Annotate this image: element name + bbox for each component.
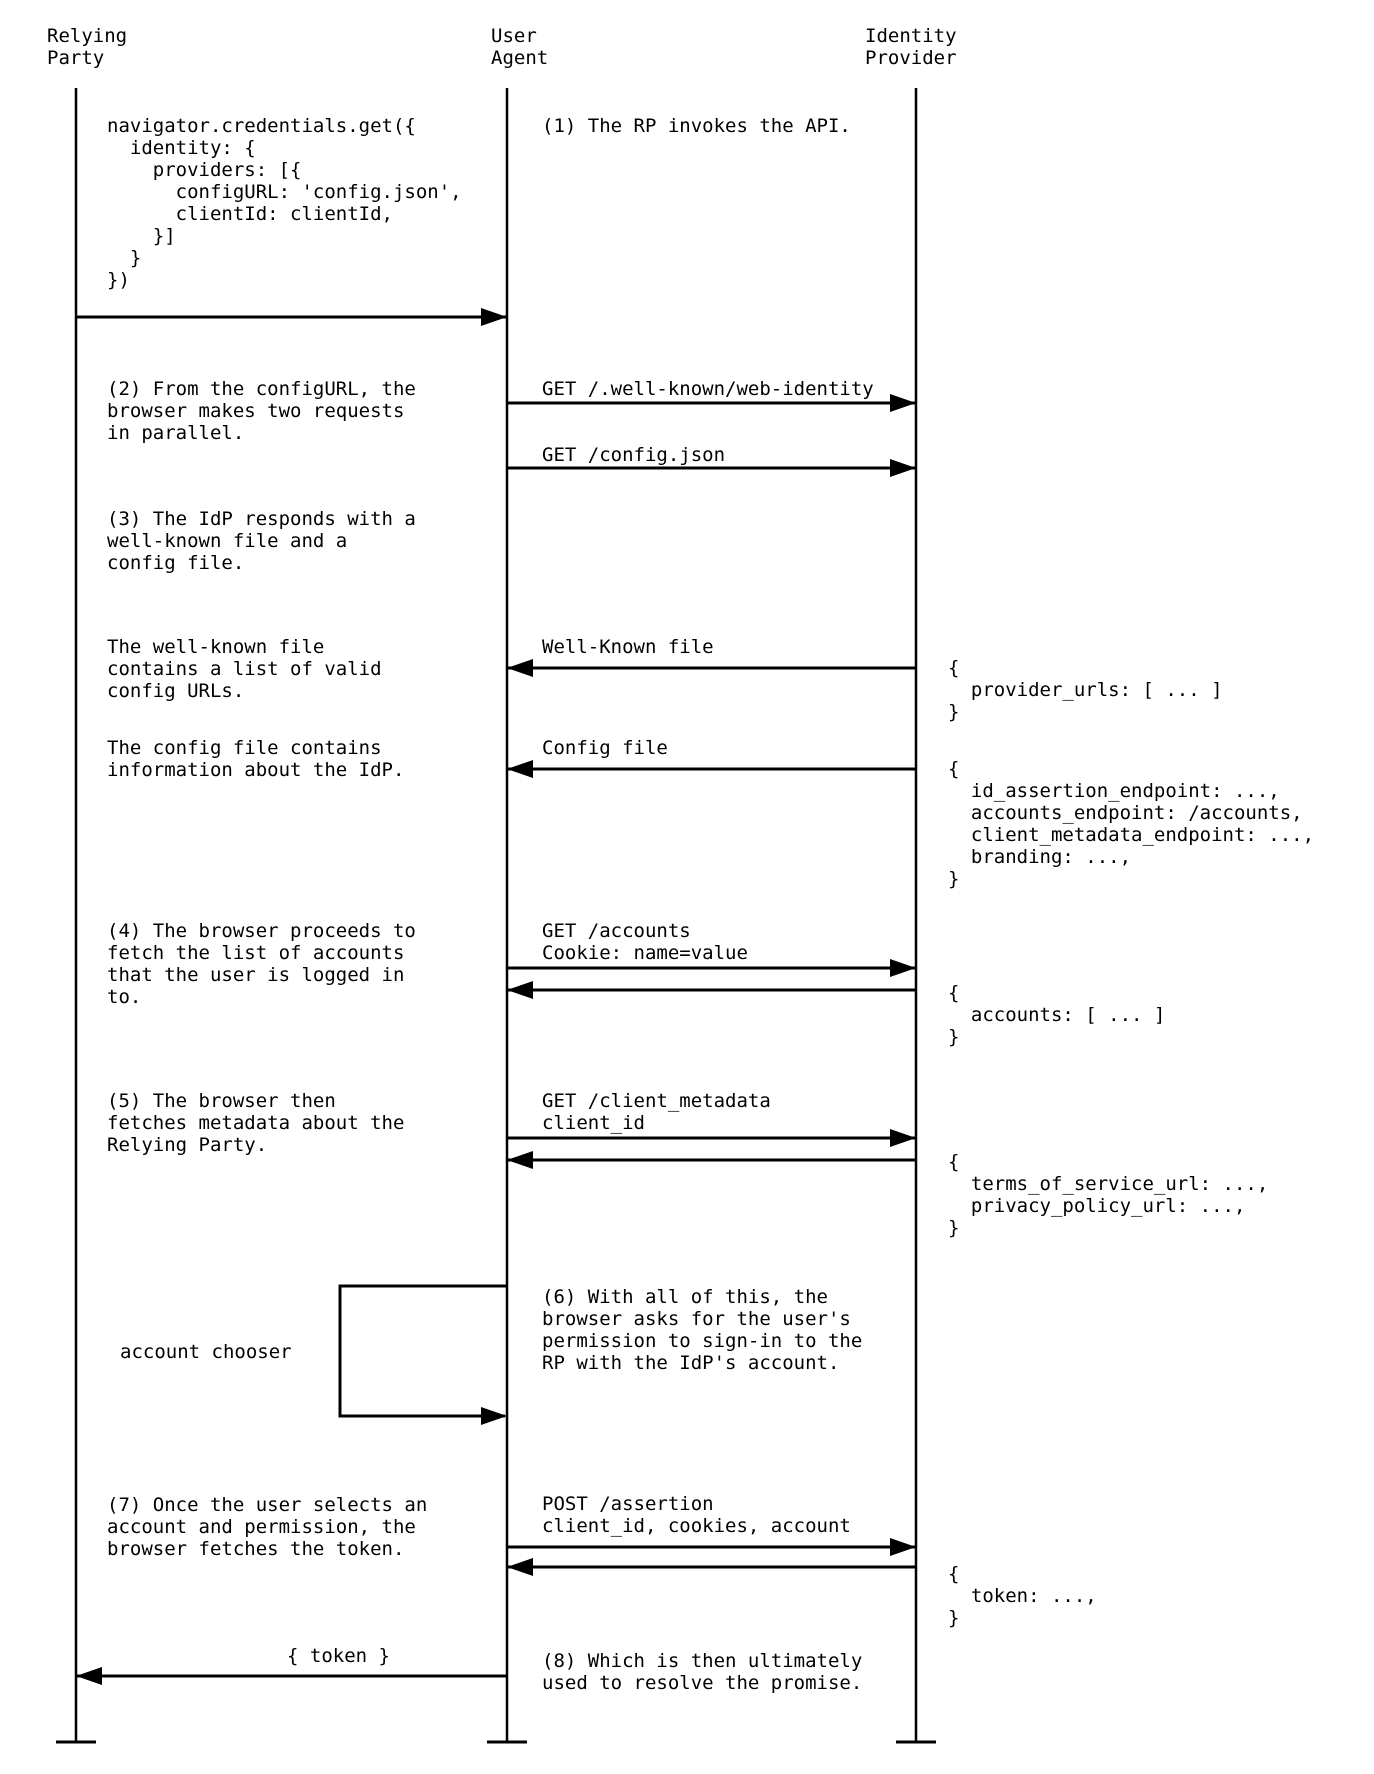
json-config-response-line-3: client_metadata_endpoint: ...,	[948, 824, 1315, 846]
rp-code-call-line-4: clientId: clientId,	[107, 203, 393, 225]
note-step-6-line-1: browser asks for the user's	[542, 1308, 851, 1330]
label-get-accounts-line-1: Cookie: name=value	[542, 942, 748, 964]
label-token	[287, 1645, 390, 1667]
json-token-response	[948, 1563, 1097, 1629]
arrow-get-client-metadata-arrowhead-icon	[890, 1129, 916, 1147]
actor-header-user-agent-line-1: Agent	[491, 47, 549, 69]
label-well-known-file	[542, 636, 714, 658]
loop-account-chooser-path	[340, 1286, 507, 1416]
note-step-3-line-0: (3) The IdP responds with a	[107, 508, 416, 530]
json-well-known-response	[948, 657, 1223, 723]
note-step-7	[107, 1494, 427, 1560]
arrow-post-assertion-arrowhead-icon	[890, 1538, 916, 1556]
arrow-get-well-known-arrowhead-icon	[890, 394, 916, 412]
json-config-response-line-1: id_assertion_endpoint: ...,	[948, 780, 1280, 802]
arrow-get-config-json-arrowhead-icon	[890, 459, 916, 477]
label-get-config-json-line-0: GET /config.json	[542, 444, 726, 466]
label-post-assertion-line-1: client_id, cookies, account	[542, 1515, 851, 1537]
arrow-config-response-arrowhead-icon	[507, 760, 533, 778]
actor-header-identity-provider	[865, 25, 957, 69]
actor-header-relying-party-line-0: Relying	[47, 25, 128, 47]
rp-code-call-line-2: providers: [{	[107, 159, 302, 181]
note-step-4-line-1: fetch the list of accounts	[107, 942, 405, 964]
label-get-client-metadata-line-1: client_id	[542, 1112, 645, 1134]
json-client-metadata-response-line-2: privacy_policy_url: ...,	[948, 1195, 1246, 1217]
note-step-4-line-0: (4) The browser proceeds to	[107, 920, 416, 942]
actor-header-relying-party-line-1: Party	[47, 47, 105, 69]
note-config-file-line-1: information about the IdP.	[107, 759, 405, 781]
arrow-well-known-response-arrowhead-icon	[507, 659, 533, 677]
json-well-known-response-line-0: {	[948, 657, 960, 679]
json-accounts-response-line-0: {	[948, 982, 960, 1004]
note-step-2-line-1: browser makes two requests	[107, 400, 405, 422]
label-post-assertion	[542, 1493, 851, 1537]
note-step-5-line-2: Relying Party.	[107, 1134, 268, 1156]
json-client-metadata-response-line-1: terms_of_service_url: ...,	[948, 1173, 1269, 1195]
note-step-7-line-1: account and permission, the	[107, 1516, 416, 1538]
json-accounts-response-line-1: accounts: [ ... ]	[948, 1004, 1166, 1026]
label-account-chooser	[120, 1341, 292, 1363]
note-step-4-line-3: to.	[107, 986, 142, 1008]
actor-header-identity-provider-line-1: Provider	[865, 47, 957, 69]
json-client-metadata-response	[948, 1151, 1268, 1239]
rp-code-call-line-7: })	[107, 269, 130, 291]
arrow-get-accounts-arrowhead-icon	[890, 959, 916, 977]
label-get-client-metadata-line-0: GET /client_metadata	[542, 1090, 771, 1112]
json-client-metadata-response-line-3: }	[948, 1217, 960, 1239]
note-step-8-line-1: used to resolve the promise.	[542, 1672, 863, 1694]
label-config-file	[542, 737, 668, 759]
json-token-response-line-1: token: ...,	[948, 1585, 1097, 1607]
note-well-known-file-line-0: The well-known file	[107, 636, 325, 658]
json-config-response-line-2: accounts_endpoint: /accounts,	[948, 802, 1303, 824]
note-step-6-line-0: (6) With all of this, the	[542, 1286, 828, 1308]
arrow-rp-invokes-api-arrowhead-icon	[481, 308, 507, 326]
actor-header-relying-party	[47, 25, 127, 69]
actor-header-user-agent	[491, 25, 548, 69]
note-step-8-line-0: (8) Which is then ultimately	[542, 1650, 863, 1672]
note-well-known-file-line-2: config URLs.	[107, 680, 245, 702]
arrow-accounts-response-arrowhead-icon	[507, 981, 533, 999]
label-get-accounts-line-0: GET /accounts	[542, 920, 691, 942]
note-step-7-line-2: browser fetches the token.	[107, 1538, 405, 1560]
json-client-metadata-response-line-0: {	[948, 1151, 960, 1173]
arrow-client-metadata-response-arrowhead-icon	[507, 1151, 533, 1169]
json-accounts-response	[948, 982, 1165, 1048]
actor-header-user-agent-line-0: User	[491, 25, 537, 47]
note-step-6-line-2: permission to sign-in to the	[542, 1330, 863, 1352]
note-well-known-file-line-1: contains a list of valid	[107, 658, 382, 680]
note-config-file	[107, 737, 404, 781]
note-step-2-line-0: (2) From the configURL, the	[107, 378, 416, 400]
label-config-file-line-0: Config file	[542, 737, 668, 759]
actor-header-identity-provider-line-0: Identity	[865, 25, 957, 47]
note-step-7-line-0: (7) Once the user selects an	[107, 1494, 428, 1516]
note-step-2-line-2: in parallel.	[107, 422, 245, 444]
label-get-well-known-line-0: GET /.well-known/web-identity	[542, 378, 874, 400]
json-token-response-line-2: }	[948, 1607, 960, 1629]
json-well-known-response-line-2: }	[948, 701, 960, 723]
rp-code-call-line-0: navigator.credentials.get({	[107, 115, 416, 137]
label-get-config-json	[542, 444, 725, 466]
rp-code-call-line-3: configURL: 'config.json',	[107, 181, 462, 203]
json-config-response-line-0: {	[948, 758, 960, 780]
note-step-1	[542, 115, 851, 137]
json-config-response-line-4: branding: ...,	[948, 846, 1132, 868]
json-accounts-response-line-2: }	[948, 1026, 960, 1048]
note-step-6-line-3: RP with the IdP's account.	[542, 1352, 840, 1374]
label-get-well-known	[542, 378, 874, 400]
note-step-5-line-0: (5) The browser then	[107, 1090, 336, 1112]
json-config-response	[948, 758, 1314, 890]
label-account-chooser-line-0: account chooser	[120, 1341, 292, 1363]
note-step-4-line-2: that the user is logged in	[107, 964, 405, 986]
rp-code-call-line-6: }	[107, 247, 142, 269]
label-token-line-0: { token }	[287, 1645, 390, 1667]
label-well-known-file-line-0: Well-Known file	[542, 636, 714, 658]
note-step-4	[107, 920, 416, 1008]
arrow-assertion-response-arrowhead-icon	[507, 1558, 533, 1576]
note-step-3-line-2: config file.	[107, 552, 245, 574]
note-step-5	[107, 1090, 404, 1156]
json-well-known-response-line-1: provider_urls: [ ... ]	[948, 679, 1223, 701]
label-get-client-metadata	[542, 1090, 771, 1134]
label-post-assertion-line-0: POST /assertion	[542, 1493, 714, 1515]
rp-code-call-line-1: identity: {	[107, 137, 256, 159]
note-well-known-file	[107, 636, 382, 702]
rp-code-call	[107, 115, 462, 291]
json-config-response-line-5: }	[948, 868, 960, 890]
arrow-token-to-rp-arrowhead-icon	[76, 1667, 102, 1685]
rp-code-call-line-5: }]	[107, 225, 176, 247]
note-step-3	[107, 508, 416, 574]
note-step-6	[542, 1286, 862, 1374]
note-step-3-line-1: well-known file and a	[107, 530, 348, 552]
loop-account-chooser-arrowhead-icon	[481, 1407, 507, 1425]
json-token-response-line-0: {	[948, 1563, 960, 1585]
note-step-8	[542, 1650, 862, 1694]
note-config-file-line-0: The config file contains	[107, 737, 382, 759]
note-step-2	[107, 378, 416, 444]
label-get-accounts	[542, 920, 748, 964]
note-step-5-line-1: fetches metadata about the	[107, 1112, 405, 1134]
note-step-1-line-0: (1) The RP invokes the API.	[542, 115, 851, 137]
